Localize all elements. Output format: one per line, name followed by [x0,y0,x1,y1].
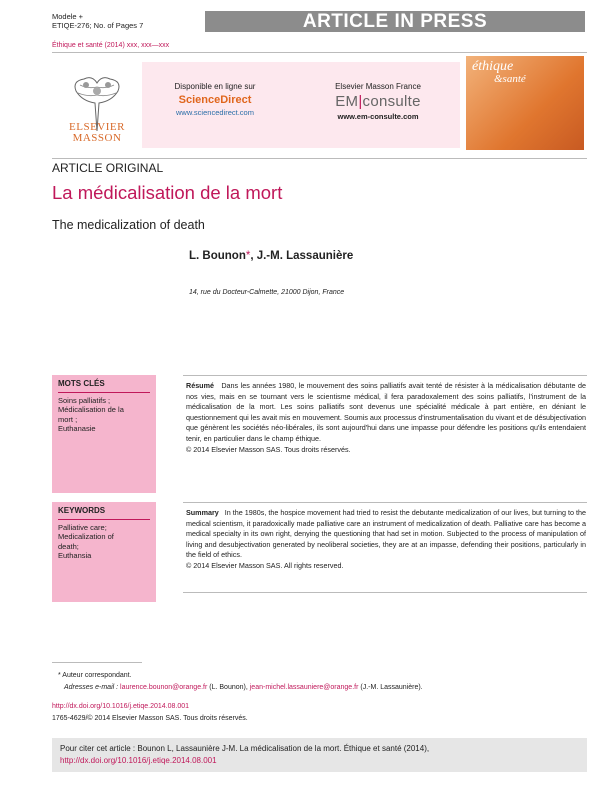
citation-box [52,738,587,772]
copyright-en: © 2014 Elsevier Masson SAS. All rights reserved. [186,560,344,570]
keywords-fr-box [52,375,156,493]
keyword: Euthanasie [58,424,96,433]
issn-line: 1765-4629/© 2014 Elsevier Masson SAS. Tous droits réservés. [52,714,248,722]
emconsulte-brand: EM|consulte [335,93,421,110]
doi-link[interactable]: http://dx.doi.org/10.1016/j.etiqe.2014.08.001 [52,703,189,710]
sciencedirect-block: Disponible en ligne sur ScienceDirect www.sciencedirect.com [150,82,280,118]
journal-cover-title: éthique &santé [472,59,526,85]
keyword: mort ; [58,414,78,424]
email-line: Adresses e-mail : laurence.bounon@orange.fr (L. Bounon), jean-michel.lassauniere@orange.fr (J.-M. Lassaunière). [64,683,423,691]
divider [183,592,587,593]
keywords-en-heading: KEYWORDS [58,506,150,520]
keywords-fr-heading: MOTS CLÉS [58,379,150,393]
citation-text: Pour citer cet article : Bounon L, Lassaunière J-M. La médicalisation de la mort. Éthique et santé (2014), [60,744,430,753]
pages-label: ETIQE-276; No. of Pages 7 [52,21,144,30]
divider [183,375,587,376]
corresponding-author: * Auteur correspondant. [58,672,132,679]
authors: L. Bounon*, J.-M. Lassaunière [189,250,354,262]
email-link[interactable]: jean-michel.lassauniere@orange.fr [249,683,359,691]
footnote-divider [52,662,142,663]
abstract-fr-label: Résumé [186,381,214,390]
abstract-en: Summary In the 1980s, the hospice movement had tried to resist the debutante medicalization of our lives, but turning to the medical scientism, it paradoxically made palliative care an instrument of medicalization of death. Palliative care has become a medical specialty in its own right, denying the questioning that had set in motion. Subjected to the process of manipulation of living and desubjectivation generated by neoliberal societies, they are at an impasse, defending their positions, particularly in the field of ethics. © 2014 Elsevier Masson SAS. All rights reserved. [186,508,586,570]
elsevier-masson-logo-text: ELSEVIER MASSON [69,121,125,144]
article-type: ARTICLE ORIGINAL [52,161,164,175]
email-link[interactable]: laurence.bounon@orange.fr [120,683,208,691]
keywords-en-box [52,502,156,602]
article-in-press-banner: ARTICLE IN PRESS [205,11,585,32]
citation-doi-link[interactable]: http://dx.doi.org/10.1016/j.etiqe.2014.08.001 [60,756,217,765]
divider [183,502,587,503]
abstract-en-label: Summary [186,508,219,517]
running-header [52,12,143,30]
copyright-fr: © 2014 Elsevier Masson SAS. Tous droits réservés. [186,444,351,454]
keyword: Médicalisation de la [58,405,124,414]
divider [52,158,587,159]
article-title-english: The medicalization of death [52,218,205,232]
keyword: Soins palliatifs ; [58,395,111,405]
keyword: Palliative care; [58,522,107,532]
divider [52,52,587,53]
affiliation-address: 14, rue du Docteur-Calmette, 21000 Dijon, France [189,289,345,296]
footnotes [52,670,572,724]
article-title: La médicalisation de la mort [52,182,283,203]
keyword: Euthansia [58,551,92,560]
sciencedirect-brand: ScienceDirect [178,94,252,106]
sciencedirect-link[interactable]: www.sciencedirect.com [176,108,254,117]
journal-reference: Éthique et santé (2014) xxx, xxx—xxx [52,42,170,49]
abstract-fr: Résumé Dans les années 1980, le mouvement des soins palliatifs avait tenté de résister à la médicalisation débutante de nos vies, mais en se tournant vers le scientisme médical, il fera paradoxalement des soins palliatifs, l'instrument de la médicalisation de la mort. Les soins palliatifs sont devenus une spécialité médicale à part entière, en déniant le questionnement qui les avait mis en mouvement. Soumis aux processus d'instrumentalisation du vivant et de désubjectivation que génèrent les sociétés néo-libérales, ils sont aujourd'hui dans une impasse pour défendre les positions qu'ils entendaient tenir, en particulier dans le champ éthique. © 2014 Elsevier Masson SAS. Tous droits réservés. [186,381,587,454]
emconsulte-block: Elsevier Masson France EM|consulte www.em-consulte.com [308,82,448,122]
keyword: Medicalization of [58,532,114,541]
keyword: death; [58,541,79,551]
emconsulte-link[interactable]: www.em-consulte.com [337,112,419,121]
model-label: Modele + [52,12,84,21]
